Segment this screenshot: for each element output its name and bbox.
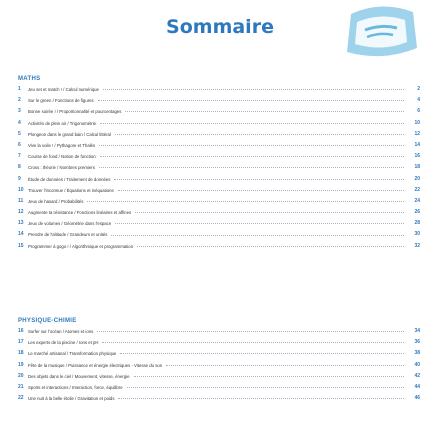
toc-item-number: 8	[18, 164, 21, 171]
toc-item-page: 46	[414, 395, 420, 402]
toc-item-title: Étude de données / Traitement de données	[28, 176, 111, 182]
toc-item-title: Cross : théorie / Nombres premiers	[28, 165, 95, 171]
toc-item[interactable]	[18, 106, 420, 117]
dot-leader	[87, 201, 404, 202]
dot-leader	[125, 111, 404, 112]
toc-item-page: 10	[414, 119, 420, 126]
toc-item[interactable]	[18, 196, 420, 207]
toc-item[interactable]	[18, 95, 420, 106]
dot-leader	[103, 89, 404, 90]
toc-item-title: Vive la voile ! / Pythagore et Thalès	[28, 142, 96, 148]
toc-item-number: 2	[18, 97, 21, 104]
toc-item[interactable]	[18, 151, 420, 162]
toc-item-page: 16	[414, 153, 420, 160]
toc-item-title: Une nuit à la belle étoile / Gravitation et poids	[28, 396, 115, 402]
toc-item-page: 44	[414, 383, 420, 390]
toc-item[interactable]	[18, 207, 420, 218]
toc-item[interactable]	[18, 229, 420, 240]
toc-item-title: Augmente ta résistance / Fonctions linéaires et affines	[28, 210, 132, 216]
toc-item-number: 20	[18, 372, 24, 379]
toc-item[interactable]	[18, 337, 420, 348]
toc-item-page: 36	[414, 339, 420, 346]
dot-leader	[111, 235, 404, 236]
toc-item-page: 6	[417, 108, 420, 115]
dot-leader	[118, 190, 404, 191]
toc-item-title: Course de fond / Notion de fonction	[28, 154, 96, 160]
page-title: Sommaire	[166, 16, 274, 38]
toc-item[interactable]	[18, 162, 420, 173]
toc-item[interactable]	[18, 393, 420, 404]
toc-item-title: Des objets dans le ciel / Mouvement, vitesse, énergie	[28, 373, 130, 379]
dot-leader	[118, 398, 404, 399]
toc-item[interactable]	[18, 218, 420, 229]
toc-item-number: 6	[18, 141, 21, 148]
toc-list-maths	[18, 84, 420, 252]
toc-item-number: 10	[18, 186, 24, 193]
dot-leader	[127, 387, 404, 388]
toc-item[interactable]	[18, 326, 420, 337]
toc-item-number: 17	[18, 339, 24, 346]
toc-item-page: 32	[414, 242, 420, 249]
toc-item-number: 16	[18, 328, 24, 334]
dot-leader	[99, 145, 404, 146]
toc-item[interactable]	[18, 241, 420, 252]
toc-item-number: 18	[18, 350, 24, 357]
toc-item[interactable]	[18, 360, 420, 371]
toc-item-number: 9	[18, 175, 21, 182]
toc-item-title: Jeu set et match ! / Calcul numérique	[28, 87, 99, 92]
toc-item[interactable]	[18, 174, 420, 185]
toc-item-page: 24	[414, 197, 420, 204]
toc-item-page: 30	[414, 231, 420, 238]
dot-leader	[114, 179, 404, 180]
toc-item[interactable]	[18, 382, 420, 393]
toc-item-number: 3	[18, 108, 21, 115]
dot-leader	[120, 353, 404, 354]
toc-item-title: Sur le green / Fonctions de figures	[28, 98, 94, 104]
toc-item-page: 34	[414, 328, 420, 334]
dot-leader	[115, 134, 404, 135]
toc-item-number: 15	[18, 242, 24, 249]
toc-item-title: Le marché artisanal / Transformation physique	[28, 351, 117, 357]
toc-item-number: 12	[18, 209, 24, 216]
toc-item-title: Les experts de la piscine / Ions et pH	[28, 340, 99, 346]
toc-item[interactable]	[18, 185, 420, 196]
toc-item-page: 26	[414, 209, 420, 216]
toc-item-number: 13	[18, 220, 24, 227]
toc-item[interactable]	[18, 140, 420, 151]
toc-item-title: Jeux de hasard / Probabilités	[28, 198, 84, 204]
toc-item-title: Sports et interactions / Interaction, force, équilibre	[28, 384, 123, 390]
toc-item-number: 14	[18, 231, 24, 238]
toc-item-number: 7	[18, 153, 21, 160]
toc-item-page: 12	[414, 130, 420, 137]
toc-item-page: 28	[414, 220, 420, 227]
dot-leader	[97, 331, 404, 332]
dot-leader	[134, 376, 404, 377]
toc-item-page: 18	[414, 164, 420, 171]
toc-item-number: 19	[18, 361, 24, 368]
toc-item[interactable]	[18, 118, 420, 129]
dot-leader	[137, 246, 404, 247]
toc-item-title: Jeux de volumes / Géométrie dans l'espace	[28, 221, 112, 227]
dot-leader	[100, 123, 404, 124]
section-label-maths: MATHS	[18, 76, 41, 82]
dot-leader	[100, 156, 404, 157]
toc-item-title: Plongeon dans le grand bain / Calcul littéral	[28, 131, 111, 137]
toc-list-physique-chimie	[18, 326, 420, 404]
toc-item-page: 42	[414, 372, 420, 379]
dot-leader	[135, 212, 404, 213]
toc-item[interactable]	[18, 84, 420, 95]
toc-item-page: 38	[414, 350, 420, 357]
dot-leader	[115, 223, 404, 224]
toc-item-number: 5	[18, 130, 21, 137]
toc-item[interactable]	[18, 129, 420, 140]
toc-item[interactable]	[18, 371, 420, 382]
dot-leader	[98, 100, 404, 101]
toc-item-page: 20	[414, 175, 420, 182]
toc-item-title: Prendre de l'altitude / Grandeurs et unités	[28, 232, 108, 238]
toc-item-page: 2	[417, 86, 420, 92]
toc-item-page: 4	[417, 97, 420, 104]
toc-item-number: 4	[18, 119, 21, 126]
toc-item-page: 14	[414, 141, 420, 148]
section-label-physique-chimie: PHYSIQUE-CHIMIE	[18, 318, 77, 324]
toc-item-title: Trouver l'inconnue / Équations et inéquations	[28, 187, 114, 193]
toc-item-number: 1	[18, 86, 21, 92]
toc-item-number: 21	[18, 383, 24, 390]
dot-leader	[166, 365, 404, 366]
toc-item-title: Surfer sur l'océan / Atomes et ions	[28, 329, 94, 334]
toc-item[interactable]	[18, 348, 420, 359]
dot-leader	[99, 167, 404, 168]
toc-item-title: Fête de la musique / Puissance et énergie électriques · Vitesse du son	[28, 362, 163, 368]
toc-item-title: Bonne soirée ! / Proportionnalité et pourcentages	[28, 109, 122, 115]
toc-item-title: Programmer à gogo ! / Algorithmique et programmation	[28, 243, 134, 249]
toc-item-title: Activités de plein air / Trigonométrie	[28, 120, 97, 126]
dot-leader	[102, 342, 404, 343]
toc-item-number: 11	[18, 197, 24, 204]
toc-item-page: 40	[414, 361, 420, 368]
toc-item-number: 22	[18, 395, 24, 402]
toc-item-page: 22	[414, 186, 420, 193]
